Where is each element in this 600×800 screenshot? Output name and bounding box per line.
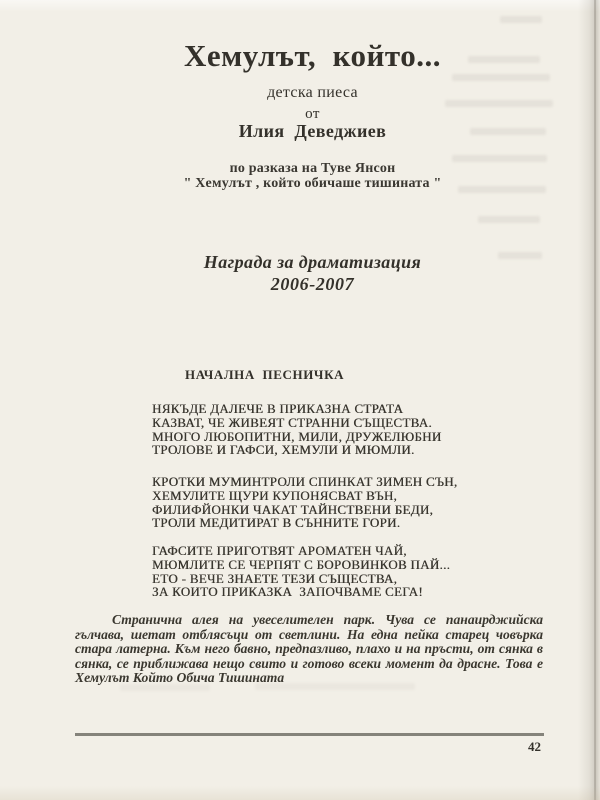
song-verse-2 [152,475,457,530]
footer-rule [75,733,544,736]
song-verse-3 [152,544,450,599]
byline-prefix: от [305,106,320,122]
verse-line: ЕТО - ВЕЧЕ ЗНАЕТЕ ТЕЗИ СЪЩЕСТВА, [152,570,398,586]
show-through-artifact [452,74,550,81]
play-subtitle: детска пиеса [267,84,358,101]
verse-line: НЯКЪДЕ ДАЛЕЧЕ В ПРИКАЗНА СТРАТА [152,401,404,416]
award-line2: 2006-2007 [270,274,355,294]
song-title: НАЧАЛНА ПЕСНИЧКА [185,367,345,382]
show-through-artifact [500,16,542,23]
verse-line: МЮМЛИТЕ СЕ ЧЕРПЯТ С БОРОВИНКОВ ПАЙ... [152,556,451,572]
verse-line: ГАФСИТЕ ПРИГОТВЯТ АРОМАТЕН ЧАЙ, [152,543,407,558]
award-line1: Награда за драматизация [203,252,422,272]
verse-line: ТРОЛИ МЕДИТИРАТ В СЪННИТЕ ГОРИ. [152,515,401,531]
verse-line: МНОГО ЛЮБОПИТНИ, МИЛИ, ДРУЖЕЛЮБНИ [152,428,442,444]
author-name: Илия Деведжиев [238,121,387,141]
page-number: 42 [528,739,541,754]
verse-line: ТРОЛОВЕ И ГАФСИ, ХЕМУЛИ И МЮМЛИ. [152,442,415,458]
stage-direction: Странична алея на увеселителен парк. Чува се панаирджийска гълчава, шетат отблясъци от светлини. На една пейка старец човърка стара латерна. Към него бавно, предпазливо, плахо и на пръсти, от сянка в сянка, се приближава нещо свито и готово всеки момент да драсне. Това е Хемулът Който Обича Тишината [75,612,543,685]
verse-line: ХЕМУЛИТЕ ЩУРИ КУПОНЯСВАТ ВЪН, [152,487,398,503]
song-verse-1 [152,402,441,457]
verse-line: КАЗВАТ, ЧЕ ЖИВЕЯТ СТРАННИ СЪЩЕСТВА. [152,414,432,430]
source-attribution-line2: " Хемулът , който обичаше тишината " [183,176,442,191]
verse-line: ФИЛИФЙОНКИ ЧАКАТ ТАЙНСТВЕНИ БЕДИ, [152,501,434,517]
top-edge-highlight [0,0,600,12]
bottom-edge-shading [0,786,600,800]
show-through-artifact [478,216,540,223]
verse-line: КРОТКИ МУМИНТРОЛИ СПИНКАТ ЗИМЕН СЪН, [152,474,458,489]
page-title: Хемулът, който... [184,38,441,73]
source-attribution-line1: по разказа на Туве Янсон [229,161,396,176]
verse-line: ЗА КОИТО ПРИКАЗКА ЗАПОЧВАМЕ СЕГА! [152,584,423,600]
